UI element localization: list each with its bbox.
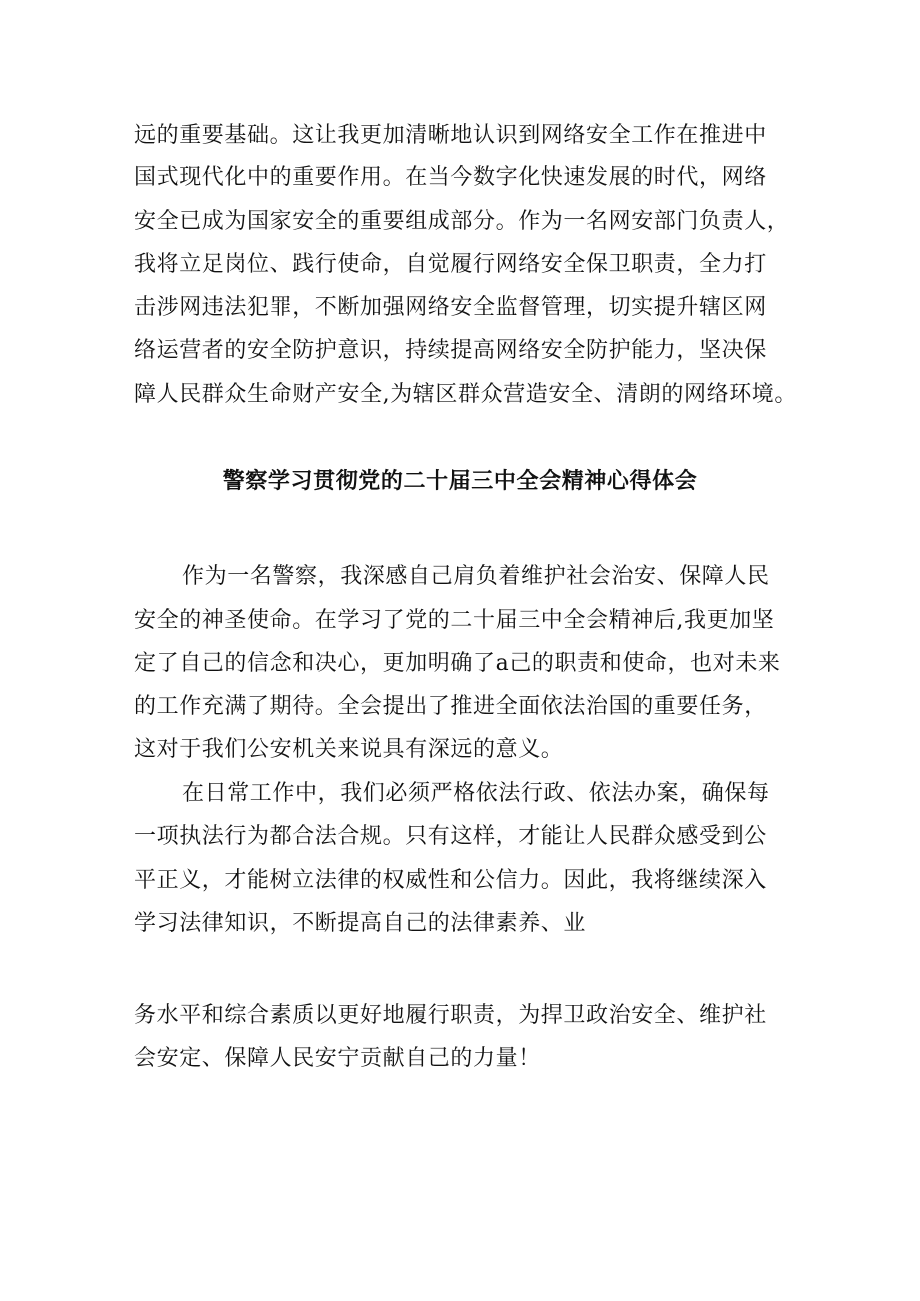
text-line: 作为一名警察，我深感自己肩负着维护社会治安、保障人民 <box>182 564 770 589</box>
text-line: 络运营者的安全防护意识，持续提高网络安全防护能力，坚决保 <box>134 338 767 363</box>
text-line: 国式现代化中的重要作用。在当今数字化快速发展的时代，网络 <box>134 165 767 190</box>
text-line: 学习法律知识，不断提高自己的法律素养、业 <box>134 911 587 936</box>
text-line: 平正义，才能树立法律的权威性和公信力。因此，我将继续深入 <box>134 868 767 893</box>
text-line: 务水平和综合素质以更好地履行职责，为捍卫政治安全、维护社 <box>134 1003 767 1028</box>
text-line: 安全的神圣使命。在学习了党的二十届三中全会精神后,我更加坚 <box>134 608 775 633</box>
text-line: 障人民群众生命财产安全,为辖区群众营造安全、清朗的网络环境。 <box>134 382 797 407</box>
text-line: 这对于我们公安机关来说具有深远的意义。 <box>134 737 564 762</box>
text-line: 在日常工作中，我们必须严格依法行政、依法办案，确保每 <box>182 781 770 806</box>
text-line: 击涉网违法犯罪，不断加强网络安全监督管理，切实提升辖区网 <box>134 295 767 320</box>
text-line: 一项执法行为都合法合规。只有这样，才能让人民群众感受到公 <box>134 824 767 849</box>
text-line: 定了自己的信念和决心，更加明确了a己的职责和使命，也对未来 <box>134 651 781 676</box>
text-line: 会安定、保障人民安宁贡献自己的力量！ <box>134 1046 541 1071</box>
text-line: 我将立足岗位、践行使命，自觉履行网络安全保卫职责，全力打 <box>134 252 767 277</box>
text-line: 远的重要基础。这让我更加清晰地认识到网络安全工作在推进中 <box>134 123 767 148</box>
text-line: 安全已成为国家安全的重要组成部分。作为一名网安部门负责人， <box>134 209 790 234</box>
section-title: 警察学习贯彻党的二十届三中全会精神心得体会 <box>222 469 698 494</box>
text-line: 的工作充满了期待。全会提出了推进全面依法治国的重要任务， <box>134 694 767 719</box>
